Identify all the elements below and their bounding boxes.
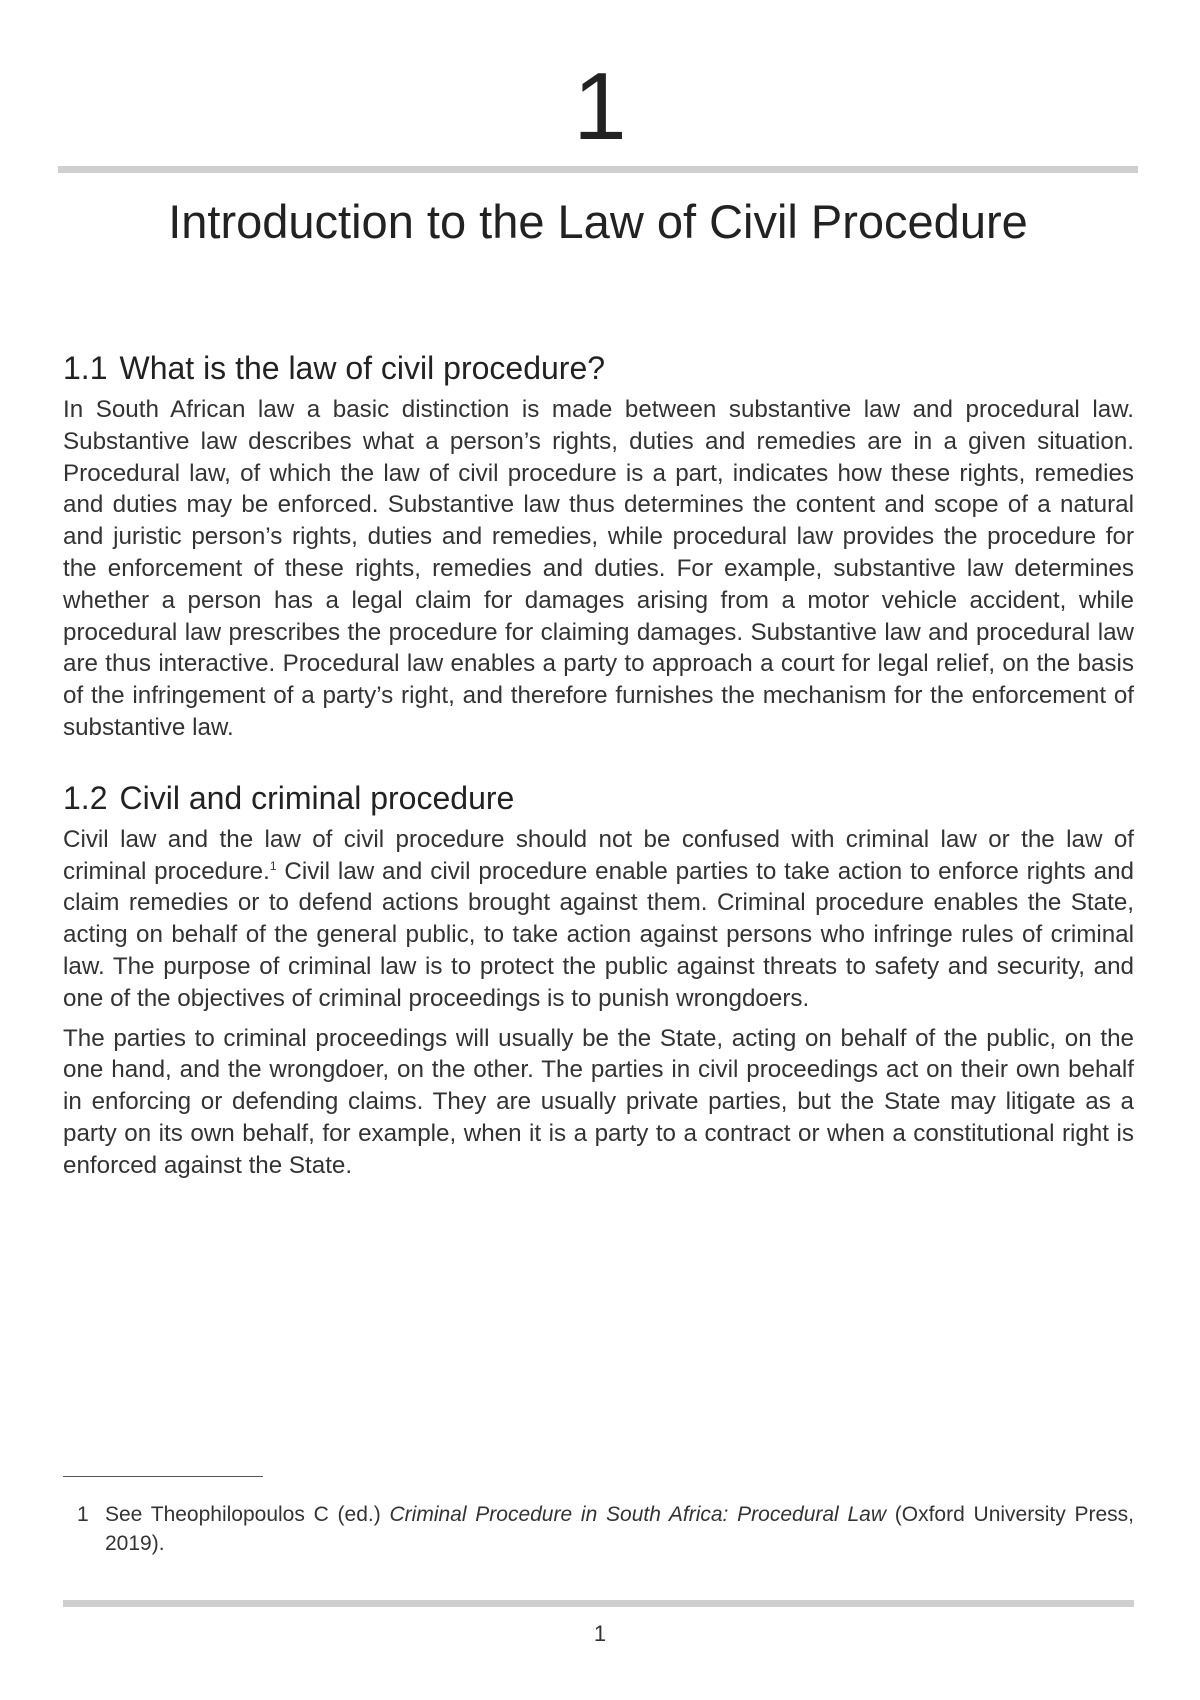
section-1-2 (63, 778, 1134, 1182)
page-number: 1 (593, 1621, 607, 1646)
main-content (63, 348, 1134, 1182)
paragraph-text: Civil law and civil procedure enable parties to take action to enforce rights and claim remedies or to defend actions brought against them. Criminal procedure enables the State, acting on behalf of the general public, to take action against persons who infringe rules of criminal law. The purpose of criminal law is to protect the public against threats to safety and security, and one of the objectives of criminal proceedings is to punish wrongdoers. (63, 857, 1134, 1012)
footnote-number: 1 (77, 1503, 89, 1526)
footnote (63, 1500, 1134, 1558)
paragraph-text: Civil law and the law of civil procedure should not be confused with criminal law or the law of criminal procedure. (63, 825, 1134, 885)
section-number: 1.2 (63, 779, 108, 816)
footnote-separator (63, 1476, 263, 1477)
footnote-reference[interactable]: 1 (269, 858, 277, 873)
footnote-citation-title: Criminal Procedure in South Africa: Procedural Law (389, 1503, 886, 1526)
paragraph (63, 824, 1134, 1015)
section-title: What is the law of civil procedure? (119, 350, 606, 386)
footnote-text (105, 1500, 1134, 1558)
section-1-1 (63, 348, 1134, 744)
paragraph: The parties to criminal proceedings will usually be the State, acting on behalf of the public, on the one hand, and the wrongdoer, on the other. The parties in civil proceedings act on their own behalf in enforcing or defending claims. They are usually private parties, but the State may litigate as a party on its own behalf, for example, when it is a party to a contract or when a constitutional right is enforced against the State. (63, 1024, 1134, 1179)
paragraph: In South African law a basic distinction is made between substantive law and procedural law. Substantive law describes what a person’s rights, duties and remedies are in a given situation. Procedural law, of which the law of civil procedure is a part, indicates how these rights, remedies and duties may be enforced. Substantive law thus determines the content and scope of a natural and juristic person’s rights, duties and remedies, while procedural law provides the procedure for the enforcement of these rights, remedies and duties. For example, substantive law determines whether a person has a legal claim for damages arising from a motor vehicle accident, while procedural law prescribes the procedure for claiming damages. Substantive law and procedural law are thus interactive. Procedural law enables a party to approach a court for legal relief, on the basis of the infringement of a party’s right, and therefore furnishes the mechanism for the enforcement of substantive law. (63, 396, 1134, 741)
footer-rule (63, 1600, 1134, 1607)
section-title: Civil and criminal procedure (119, 779, 515, 816)
chapter-title: Introduction to the Law of Civil Procedure (168, 195, 1028, 248)
footnote-suffix: (Oxford University Press, 2019). (105, 1503, 1134, 1555)
section-heading (63, 778, 1134, 818)
section-number: 1.1 (63, 350, 108, 386)
footnote-prefix: See Theophilopoulos C (ed.) (105, 1503, 390, 1526)
chapter-number: 1 (573, 53, 627, 160)
header-rule (58, 166, 1138, 173)
section-heading (63, 348, 1134, 388)
